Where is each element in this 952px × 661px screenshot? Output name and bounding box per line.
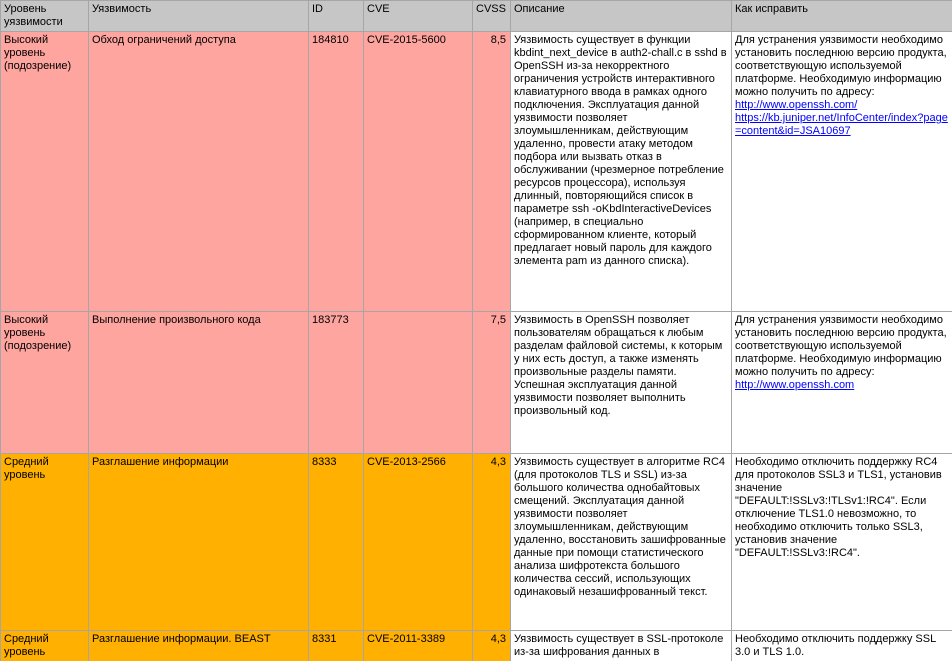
col-header-severity-level: Уровень уязвимости [1, 1, 89, 32]
col-header-fix: Как исправить [732, 1, 952, 32]
table-row [1, 312, 952, 454]
cell-cve: CVE-2015-5600 [364, 32, 473, 312]
fix-text: Для устранения уязвимости необходимо установить последнюю версию продукта, соответствующую используемой платформе. Необходимую информацию можно получить по адресу: [735, 314, 947, 378]
col-header-description: Описание [511, 1, 732, 32]
cell-cve: CVE-2013-2566 [364, 454, 473, 631]
cell-fix [732, 631, 952, 661]
fix-link-openssh[interactable]: http://www.openssh.com/ [735, 99, 858, 111]
cell-description: Уязвимость существует в SSL-протоколе из-за шифрования данных в [511, 631, 732, 661]
cell-description: Уязвимость в OpenSSH позволяет пользователям обращаться к любым разделам файловой системы, к которым у них есть доступ, а также изменять произвольные разделы памяти. Успешная эксплуатация данной уязвимости позволяет выполнить произвольный код. [511, 312, 732, 454]
fix-text: Необходимо отключить поддержку SSL 3.0 и TLS 1.0. [735, 633, 936, 658]
cell-cvss: 4,3 [473, 454, 511, 631]
col-header-cve: CVE [364, 1, 473, 32]
table-row [1, 454, 952, 631]
cell-fix [732, 32, 952, 312]
cell-cve [364, 312, 473, 454]
fix-link-juniper[interactable]: https://kb.juniper.net/InfoCenter/index?page=content&id=JSA10697 [735, 112, 948, 137]
col-header-vulnerability: Уязвимость [89, 1, 309, 32]
table-row [1, 32, 952, 312]
table-row [1, 631, 952, 661]
cell-vulnerability: Обход ограничений доступа [89, 32, 309, 312]
cell-description: Уязвимость существует в алгоритме RC4 (для протоколов TLS и SSL) из-за большого количества однобайтовых смещений. Эксплуатация данной уязвимости позволяет злоумышленникам, действующим удаленно, восстановить зашифрованные данные при помощи статистического анализа шифротекста большого количества сессий, использующих одинаковый незашифрованный текст. [511, 454, 732, 631]
fix-text: Для устранения уязвимости необходимо установить последнюю версию продукта, соответствующую используемой платформе. Необходимую информацию можно получить по адресу: [735, 34, 947, 98]
cell-id: 8331 [309, 631, 364, 661]
cell-vulnerability: Разглашение информации [89, 454, 309, 631]
cell-severity-level: Средний уровень [1, 454, 89, 631]
cell-description: Уязвимость существует в функции kbdint_next_device в auth2-chall.c в sshd в OpenSSH из-за некорректного ограничения устройств интерактивного клавиатурного ввода в рамках одного подключения. Эксплуатация данной уязвимости позволяет злоумышленникам, действующим удаленно, провести атаку методом подбора или вызвать отказ в обслуживании (чрезмерное потребление ресурсов процессора), используя длинный, повторяющийся список в параметре ssh -oKbdInteractiveDevices (например, в специально сформированном клиенте, который предлагает новый пароль для каждого элемента pam из данного списка). [511, 32, 732, 312]
cell-cvss: 7,5 [473, 312, 511, 454]
cell-severity-level: Средний уровень [1, 631, 89, 661]
cell-cvss: 4,3 [473, 631, 511, 661]
cell-id: 183773 [309, 312, 364, 454]
cell-cve: CVE-2011-3389 [364, 631, 473, 661]
table-header-row [1, 1, 952, 32]
cell-id: 184810 [309, 32, 364, 312]
cell-severity-level: Высокий уровень (подозрение) [1, 32, 89, 312]
cell-fix [732, 312, 952, 454]
cell-cvss: 8,5 [473, 32, 511, 312]
col-header-cvss: CVSS [473, 1, 511, 32]
cell-fix [732, 454, 952, 631]
cell-vulnerability: Разглашение информации. BEAST [89, 631, 309, 661]
cell-id: 8333 [309, 454, 364, 631]
fix-link-openssh[interactable]: http://www.openssh.com [735, 379, 855, 391]
col-header-id: ID [309, 1, 364, 32]
cell-vulnerability: Выполнение произвольного кода [89, 312, 309, 454]
fix-text: Необходимо отключить поддержку RC4 для протоколов SSL3 и TLS1, установив значение "DEFAULT:!SSLv3:!TLSv1:!RC4". Если отключение TLS1.0 невозможно, то необходимо отключить только SSL3, установив значение "DEFAULT:!SSLv3:!RC4". [735, 456, 942, 559]
cell-severity-level: Высокий уровень (подозрение) [1, 312, 89, 454]
